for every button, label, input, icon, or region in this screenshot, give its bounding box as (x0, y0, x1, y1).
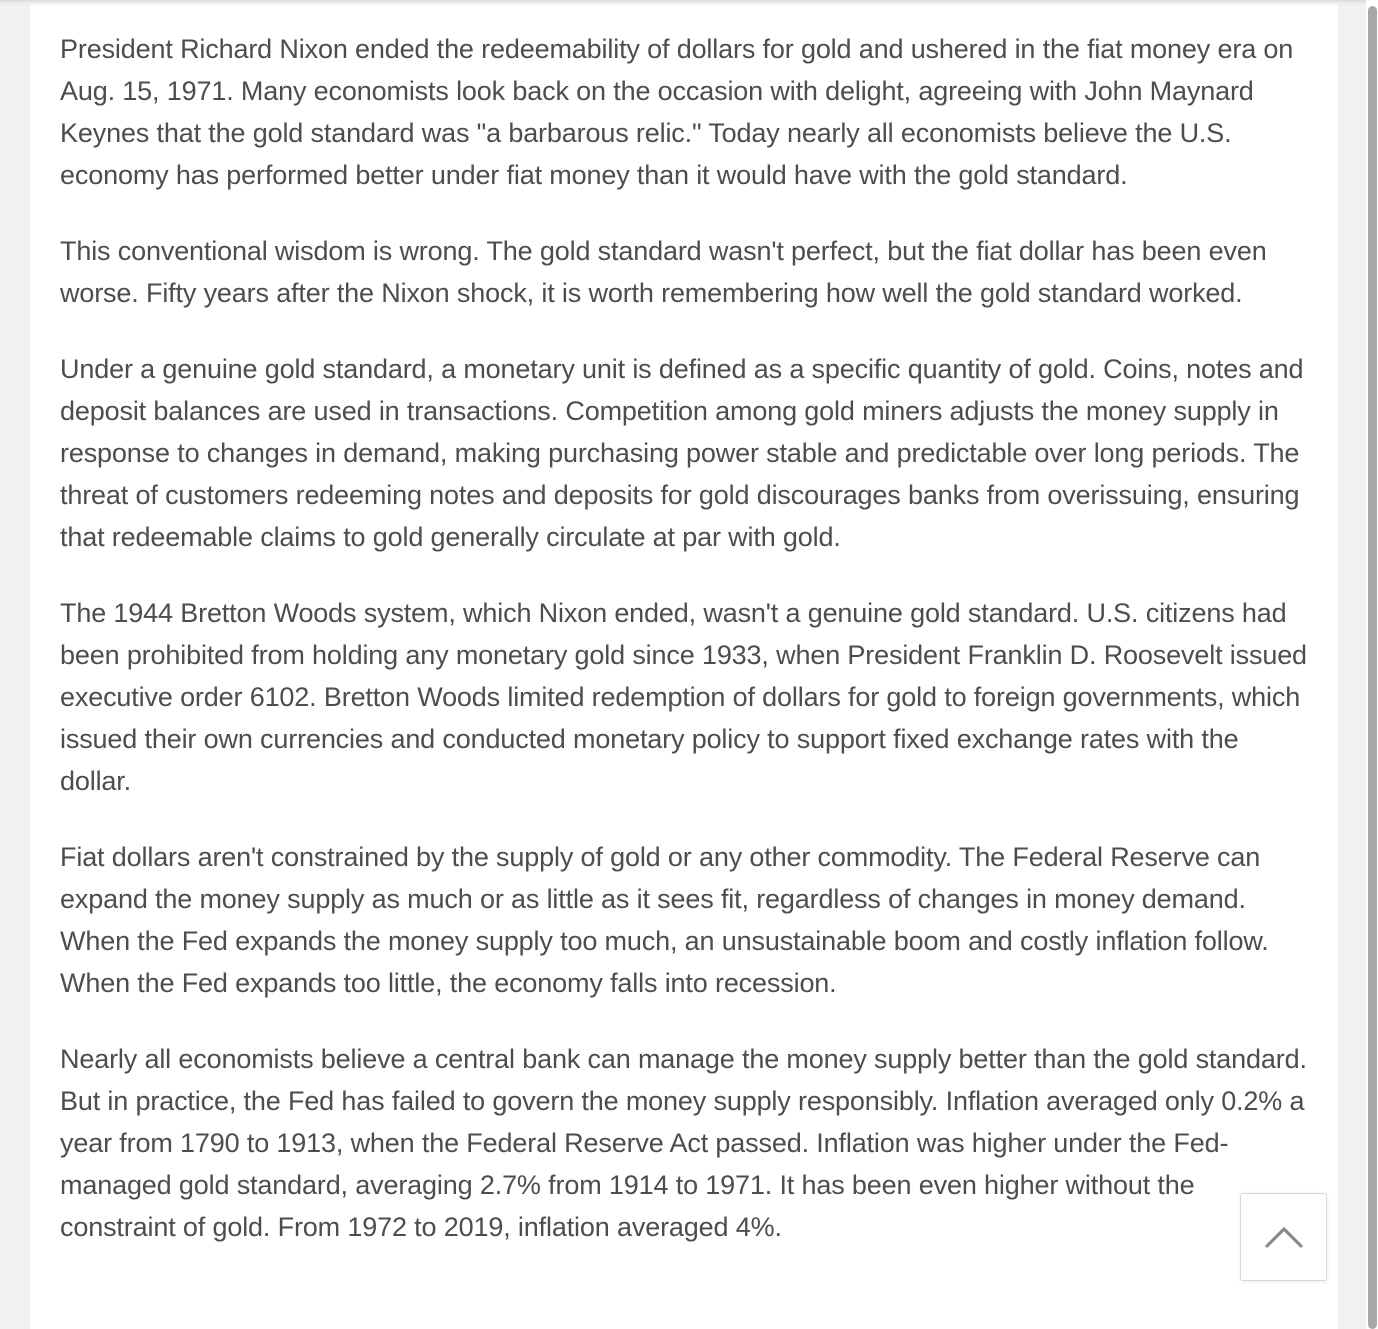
article-paragraph-2: This conventional wisdom is wrong. The gold standard wasn't perfect, but the fiat dollar has been even worse. Fifty years after the Nixon shock, it is worth remembering how well the gold standard worked. (60, 236, 1267, 308)
back-to-top-button[interactable] (1240, 1193, 1327, 1281)
chevron-up-icon (1264, 1225, 1304, 1249)
article-paragraph-1: President Richard Nixon ended the redeemability of dollars for gold and ushered in the fiat money era on Aug. 15, 1971. Many economists look back on the occasion with delight, agreeing with John Maynard Keynes that the gold standard was "a barbarous relic." Today nearly all economists believe the U.S. economy has performed better under fiat money than it would have with the gold standard. (60, 34, 1294, 190)
scrollbar-thumb[interactable] (1368, 6, 1377, 1329)
article-paragraph-4: The 1944 Bretton Woods system, which Nixon ended, wasn't a genuine gold standard. U.S. citizens had been prohibited from holding any monetary gold since 1933, when President Franklin D. Roosevelt issued executive order 6102. Bretton Woods limited redemption of dollars for gold to foreign governments, which issued their own currencies and conducted monetary policy to support fixed exchange rates with the dollar. (60, 598, 1307, 796)
article-paragraph-3: Under a genuine gold standard, a monetary unit is defined as a specific quantity of gold. Coins, notes and deposit balances are used in transactions. Competition among gold miners adjusts the money supply in response to changes in demand, making purchasing power stable and predictable over long periods. The threat of customers redeeming notes and deposits for gold discourages banks from overissuing, ensuring that redeemable claims to gold generally circulate at par with gold. (60, 354, 1304, 552)
header-shadow (0, 0, 1366, 6)
article-paragraph-6: Nearly all economists believe a central bank can manage the money supply better than the gold standard. But in practice, the Fed has failed to govern the money supply responsibly. Inflation averaged only 0.2% a year from 1790 to 1913, when the Federal Reserve Act passed. Inflation was higher under the Fed-managed gold standard, averaging 2.7% from 1914 to 1971. It has been even higher without the constraint of gold. From 1972 to 2019, inflation averaged 4%. (60, 1044, 1307, 1242)
article-body (30, 0, 1338, 1329)
article-paragraph-5: Fiat dollars aren't constrained by the supply of gold or any other commodity. The Federal Reserve can expand the money supply as much or as little as it sees fit, regardless of changes in money demand. When the Fed expands the money supply too much, an unsustainable boom and costly inflation follow. When the Fed expands too little, the economy falls into recession. (60, 842, 1269, 998)
